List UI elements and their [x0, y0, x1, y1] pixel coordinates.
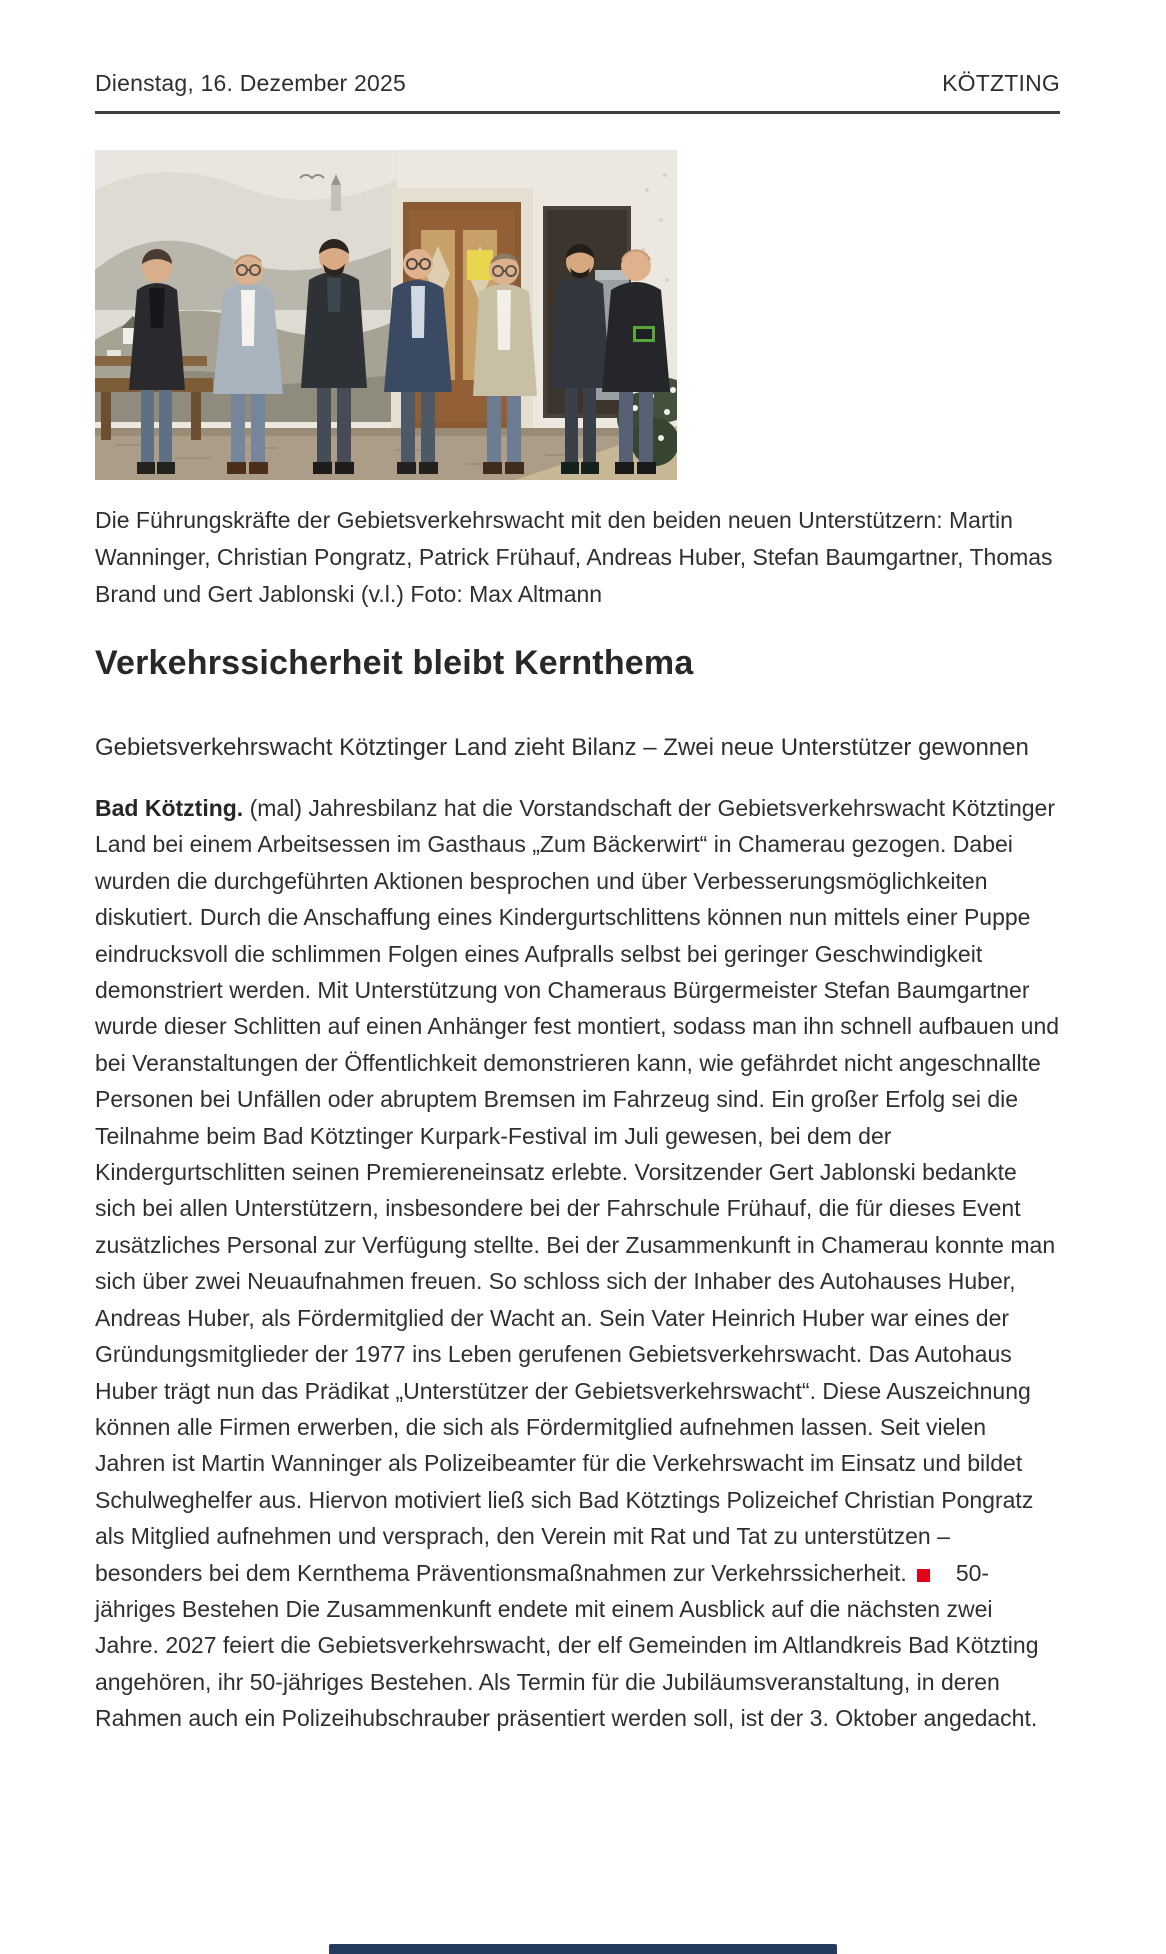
article-lead-in: Bad Kötzting. — [95, 795, 244, 821]
article-photo[interactable] — [95, 150, 677, 480]
article-content — [95, 0, 1060, 1760]
section-marker-icon — [917, 1569, 930, 1582]
section-name: KÖTZTING — [942, 70, 1060, 96]
photo-caption: Die Führungskräfte der Gebietsverkehrswacht mit den beiden neuen Unterstützern: Martin Wanninger, Christian Pongratz, Patrick Frühauf, Andreas Huber, Stefan Baumgartner, Thomas Brand und Gert Jablonski (v.l.) Foto: Max Altmann — [95, 507, 1053, 607]
article-section-title: 50-jähriges Bestehen — [95, 1559, 990, 1622]
group-photo-illustration — [95, 150, 677, 480]
home-indicator-bar[interactable] — [329, 1944, 837, 1954]
article-body — [95, 790, 1060, 1737]
article-subheadline: Gebietsverkehrswacht Kötztinger Land zieht Bilanz – Zwei neue Unterstützer gewonnen — [95, 734, 1029, 761]
masthead — [95, 0, 1060, 97]
article-body-part1: (mal) Jahresbilanz hat die Vorstandschaft der Gebietsverkehrswacht Kötztinger Land bei einem Arbeitsessen im Gasthaus „Zum Bäckerwirt“ in Chamerau gezogen. Dabei wurden die durchgeführten Aktionen besprochen und über Verbesserungsmöglichkeiten diskutiert. Durch die Anschaffung eines Kindergurtschlittens können nun mittels einer Puppe eindrucksvoll die schlimmen Folgen eines Aufpralls selbst bei geringer Geschwindigkeit demonstriert werden. Mit Unterstützung von Chameraus Bürgermeister Stefan Baumgartner wurde dieser Schlitten auf einen Anhänger fest montiert, sodass man ihn schnell aufbauen und bei Veranstaltungen der Öffentlichkeit demonstrieren kann, wie gefährdet nicht angeschnallte Personen bei Unfällen oder abruptem Bremsen im Fahrzeug sind. Ein großer Erfolg sei die Teilnahme beim Bad Kötztinger Kurpark-Festival im Juli gewesen, bei dem der Kindergurtschlitten seinen Premiereneinsatz erlebte. Vorsitzender Gert Jablonski bedankte sich bei allen Unterstützern, insbesondere bei der Fahrschule Frühauf, die für dieses Event zusätzliches Personal zur Verfügung stellte. Bei der Zusammenkunft in Chamerau konnte man sich über zwei Neuaufnahmen freuen. So schloss sich der Inhaber des Autohauses Huber, Andreas Huber, als Fördermitglied der Wacht an. Sein Vater Heinrich Huber war eines der Gründungsmitglieder der 1977 ins Leben gerufenen Gebietsverkehrswacht. Das Autohaus Huber trägt nun das Prädikat „Unterstützer der Gebietsverkehrswacht“. Diese Auszeichnung können alle Firmen erwerben, die sich als Fördermitglied aufnehmen lassen. Seit vielen Jahren ist Martin Wanninger als Polizeibeamter für die Verkehrswacht im Einsatz und bildet Schulweghelfer aus. Hiervon motiviert ließ sich Bad Kötztings Polizeichef Christian Pongratz als Mitglied aufnehmen und versprach, den Verein mit Rat und Tat zu unterstützen – besonders bei dem Kernthema Präventionsmaßnahmen zur Verkehrssicherheit. — [95, 795, 1060, 1586]
article-headline: Verkehrssicherheit bleibt Kernthema — [95, 644, 694, 682]
article-body-part2: Die Zusammenkunft endete mit einem Ausblick auf die nächsten zwei Jahre. 2027 feiert die Gebietsverkehrswacht, der elf Gemeinden im Altlandkreis Bad Kötzting angehören, ihr 50-jähriges Bestehen. Als Termin für die Jubiläumsveranstaltung, in deren Rahmen auch ein Polizeihubschrauber präsentiert werden soll, ist der 3. Oktober angedacht. — [95, 1595, 1039, 1732]
masthead-rule — [95, 111, 1060, 114]
issue-date: Dienstag, 16. Dezember 2025 — [95, 70, 406, 96]
